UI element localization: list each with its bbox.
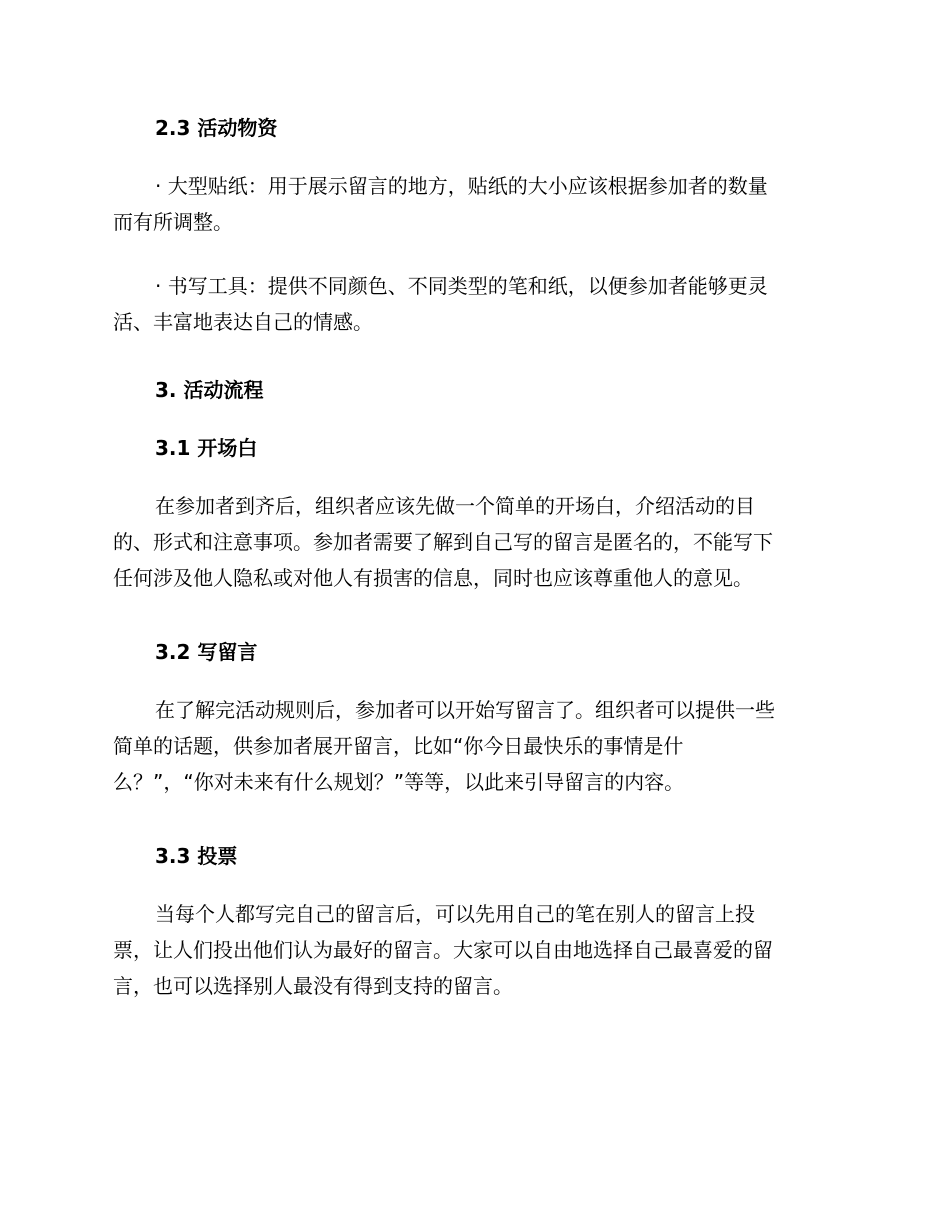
paragraph-3-2 bbox=[113, 692, 833, 800]
heading-2-3-text: 2.3 活动物资 bbox=[155, 116, 278, 140]
paragraph-3-1-line3: 任何涉及他人隐私或对他人有损害的信息，同时也应该尊重他人的意见。 bbox=[113, 566, 753, 590]
heading-3-2 bbox=[155, 634, 875, 670]
paragraph-3-2-line3: 么？”，“你对未来有什么规划？”等等，以此来引导留言的内容。 bbox=[113, 770, 685, 794]
heading-3 bbox=[155, 372, 875, 408]
heading-3-3 bbox=[155, 838, 875, 874]
heading-2-3 bbox=[155, 110, 875, 146]
paragraph-3-3-line2: 票，让人们投出他们认为最好的留言。大家可以自由地选择自己最喜爱的留 bbox=[113, 938, 773, 962]
heading-3-3-text: 3.3 投票 bbox=[155, 844, 238, 868]
materials-item-tools-line2: 活、丰富地表达自己的情感。 bbox=[113, 310, 373, 334]
paragraph-3-1-line1: 在参加者到齐后，组织者应该先做一个简单的开场白，介绍活动的目 bbox=[155, 494, 755, 518]
paragraph-3-3 bbox=[113, 896, 833, 1004]
paragraph-3-1 bbox=[113, 488, 833, 596]
heading-3-1 bbox=[155, 430, 875, 466]
materials-item-sticker bbox=[113, 168, 833, 240]
heading-3-2-text: 3.2 写留言 bbox=[155, 640, 258, 664]
heading-3-1-text: 3.1 开场白 bbox=[155, 436, 258, 460]
paragraph-3-2-line1: 在了解完活动规则后，参加者可以开始写留言了。组织者可以提供一些 bbox=[155, 698, 775, 722]
heading-3-text: 3. 活动流程 bbox=[155, 378, 264, 402]
paragraph-3-2-line2: 简单的话题，供参加者展开留言，比如“你今日最快乐的事情是什 bbox=[113, 734, 684, 758]
paragraph-3-3-line1: 当每个人都写完自己的留言后，可以先用自己的笔在别人的留言上投 bbox=[155, 902, 755, 926]
materials-item-tools bbox=[113, 268, 833, 340]
materials-item-tools-line1: · 书写工具：提供不同颜色、不同类型的笔和纸，以便参加者能够更灵 bbox=[155, 274, 768, 298]
paragraph-3-1-line2: 的、形式和注意事项。参加者需要了解到自己写的留言是匿名的，不能写下 bbox=[113, 530, 773, 554]
materials-item-sticker-line1: · 大型贴纸：用于展示留言的地方，贴纸的大小应该根据参加者的数量 bbox=[155, 174, 768, 198]
materials-item-sticker-line2: 而有所调整。 bbox=[113, 210, 233, 234]
paragraph-3-3-line3: 言，也可以选择别人最没有得到支持的留言。 bbox=[113, 974, 513, 998]
